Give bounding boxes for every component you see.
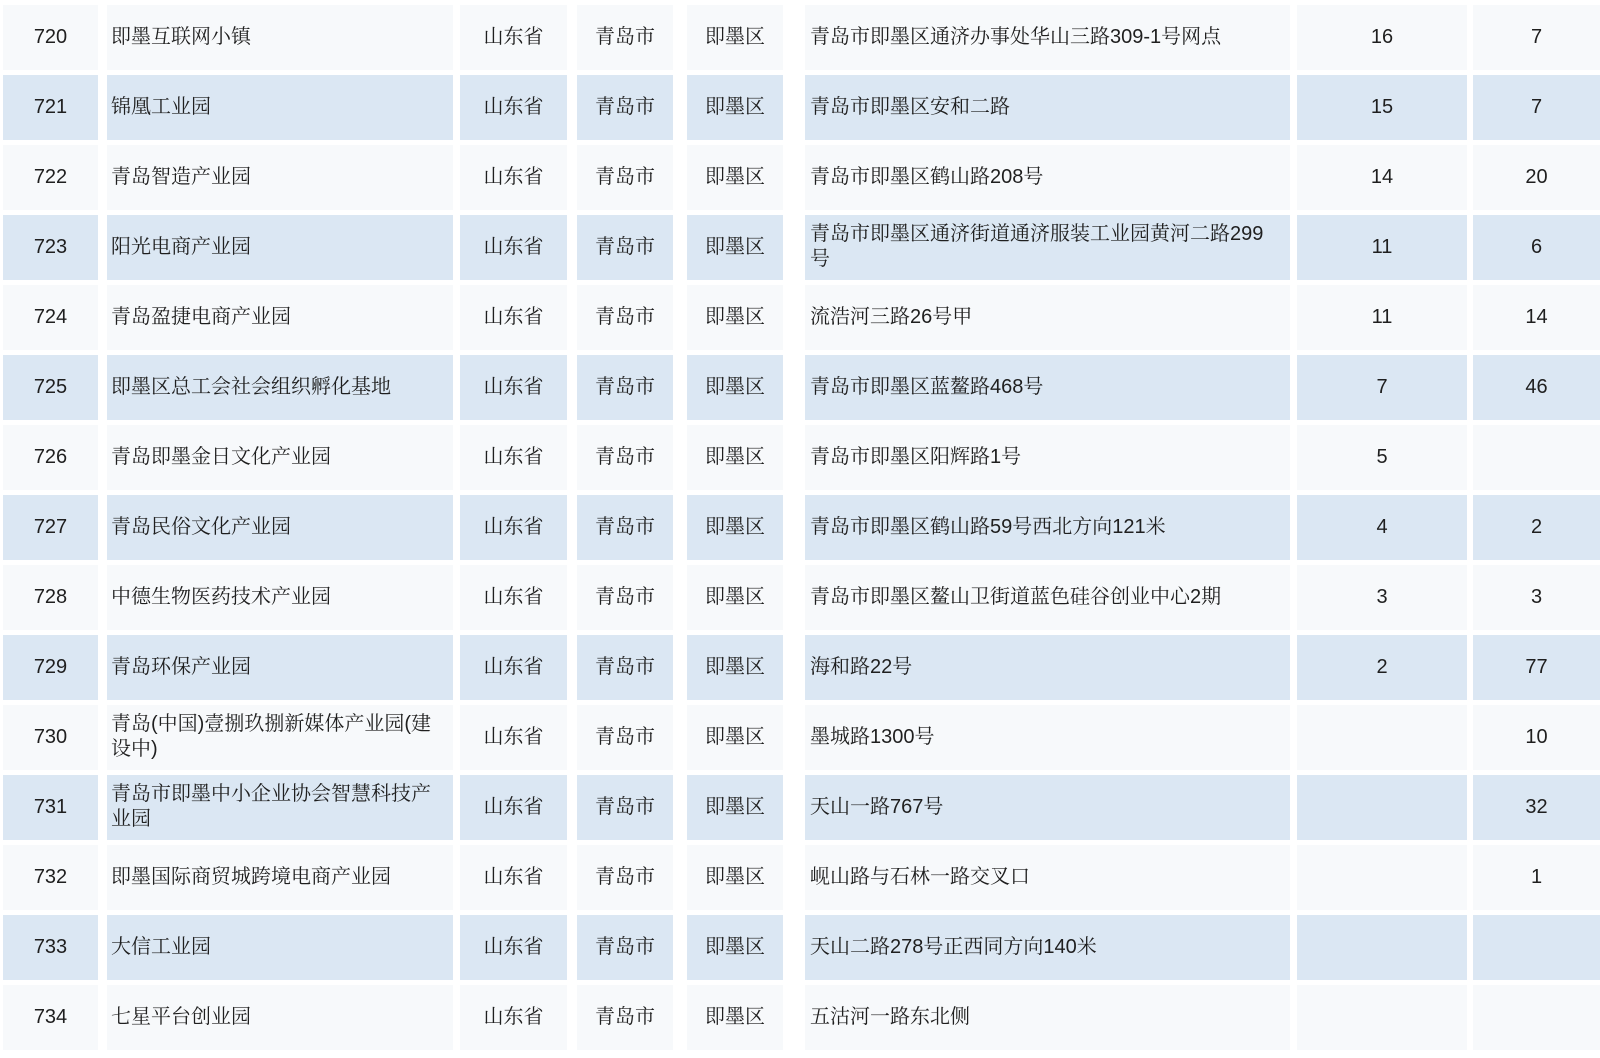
table-row — [3, 775, 1600, 840]
city-cell: 青岛市 — [577, 75, 673, 140]
district-cell: 即墨区 — [687, 915, 783, 980]
table-row — [3, 635, 1600, 700]
park-name-cell: 即墨区总工会社会组织孵化基地 — [107, 355, 453, 420]
metric2-cell: 7 — [1473, 75, 1600, 140]
park-name-cell: 青岛环保产业园 — [107, 635, 453, 700]
city-cell: 青岛市 — [577, 845, 673, 910]
address-cell: 墨城路1300号 — [805, 705, 1290, 770]
city-cell: 青岛市 — [577, 355, 673, 420]
city-cell: 青岛市 — [577, 635, 673, 700]
metric1-cell: 15 — [1297, 75, 1467, 140]
city-cell: 青岛市 — [577, 145, 673, 210]
address-cell: 青岛市即墨区蓝鳌路468号 — [805, 355, 1290, 420]
district-cell: 即墨区 — [687, 425, 783, 490]
district-cell: 即墨区 — [687, 145, 783, 210]
district-cell: 即墨区 — [687, 215, 783, 280]
province-cell: 山东省 — [460, 915, 567, 980]
park-name-cell: 即墨互联网小镇 — [107, 5, 453, 70]
district-cell: 即墨区 — [687, 285, 783, 350]
table-row — [3, 845, 1600, 910]
city-cell: 青岛市 — [577, 915, 673, 980]
metric1-cell: 7 — [1297, 355, 1467, 420]
metric1-cell: 11 — [1297, 215, 1467, 280]
city-cell: 青岛市 — [577, 425, 673, 490]
park-name-cell: 锦凰工业园 — [107, 75, 453, 140]
metric2-cell: 20 — [1473, 145, 1600, 210]
province-cell: 山东省 — [460, 635, 567, 700]
row-index-cell: 723 — [3, 215, 98, 280]
metric1-cell: 5 — [1297, 425, 1467, 490]
metric2-cell: 2 — [1473, 495, 1600, 560]
province-cell: 山东省 — [460, 985, 567, 1050]
district-cell: 即墨区 — [687, 565, 783, 630]
metric2-cell: 14 — [1473, 285, 1600, 350]
metric2-cell: 32 — [1473, 775, 1600, 840]
table-row — [3, 285, 1600, 350]
row-index-cell: 722 — [3, 145, 98, 210]
province-cell: 山东省 — [460, 775, 567, 840]
table-row — [3, 915, 1600, 980]
metric2-cell — [1473, 425, 1600, 490]
district-cell: 即墨区 — [687, 985, 783, 1050]
province-cell: 山东省 — [460, 425, 567, 490]
row-index-cell: 721 — [3, 75, 98, 140]
metric1-cell: 14 — [1297, 145, 1467, 210]
row-index-cell: 733 — [3, 915, 98, 980]
metric1-cell: 11 — [1297, 285, 1467, 350]
address-cell: 青岛市即墨区安和二路 — [805, 75, 1290, 140]
city-cell: 青岛市 — [577, 285, 673, 350]
metric2-cell: 3 — [1473, 565, 1600, 630]
park-name-cell: 大信工业园 — [107, 915, 453, 980]
park-name-cell: 青岛智造产业园 — [107, 145, 453, 210]
address-cell: 青岛市即墨区阳辉路1号 — [805, 425, 1290, 490]
district-cell: 即墨区 — [687, 845, 783, 910]
address-cell: 青岛市即墨区鹤山路208号 — [805, 145, 1290, 210]
city-cell: 青岛市 — [577, 215, 673, 280]
address-cell: 流浩河三路26号甲 — [805, 285, 1290, 350]
park-name-cell: 七星平台创业园 — [107, 985, 453, 1050]
park-name-cell: 青岛盈捷电商产业园 — [107, 285, 453, 350]
district-cell: 即墨区 — [687, 355, 783, 420]
metric2-cell: 7 — [1473, 5, 1600, 70]
address-cell: 青岛市即墨区鹤山路59号西北方向121米 — [805, 495, 1290, 560]
address-cell: 天山二路278号正西同方向140米 — [805, 915, 1290, 980]
province-cell: 山东省 — [460, 845, 567, 910]
table-row — [3, 215, 1600, 280]
table-row — [3, 495, 1600, 560]
metric1-cell — [1297, 705, 1467, 770]
city-cell: 青岛市 — [577, 705, 673, 770]
city-cell: 青岛市 — [577, 985, 673, 1050]
district-cell: 即墨区 — [687, 5, 783, 70]
metric2-cell: 6 — [1473, 215, 1600, 280]
district-cell: 即墨区 — [687, 775, 783, 840]
province-cell: 山东省 — [460, 285, 567, 350]
province-cell: 山东省 — [460, 215, 567, 280]
park-name-cell: 阳光电商产业园 — [107, 215, 453, 280]
province-cell: 山东省 — [460, 705, 567, 770]
table-row — [3, 75, 1600, 140]
metric1-cell: 16 — [1297, 5, 1467, 70]
row-index-cell: 729 — [3, 635, 98, 700]
address-cell: 岘山路与石林一路交叉口 — [805, 845, 1290, 910]
province-cell: 山东省 — [460, 355, 567, 420]
metric1-cell: 3 — [1297, 565, 1467, 630]
row-index-cell: 730 — [3, 705, 98, 770]
row-index-cell: 732 — [3, 845, 98, 910]
metric2-cell: 1 — [1473, 845, 1600, 910]
metric2-cell: 77 — [1473, 635, 1600, 700]
district-cell: 即墨区 — [687, 705, 783, 770]
city-cell: 青岛市 — [577, 5, 673, 70]
park-name-cell: 青岛民俗文化产业园 — [107, 495, 453, 560]
park-name-cell: 中德生物医药技术产业园 — [107, 565, 453, 630]
district-cell: 即墨区 — [687, 635, 783, 700]
row-index-cell: 734 — [3, 985, 98, 1050]
park-name-cell: 青岛市即墨中小企业协会智慧科技产业园 — [107, 775, 453, 840]
province-cell: 山东省 — [460, 145, 567, 210]
address-cell: 五沽河一路东北侧 — [805, 985, 1290, 1050]
metric2-cell — [1473, 915, 1600, 980]
address-cell: 海和路22号 — [805, 635, 1290, 700]
address-cell: 天山一路767号 — [805, 775, 1290, 840]
row-index-cell: 720 — [3, 5, 98, 70]
park-name-cell: 青岛即墨金日文化产业园 — [107, 425, 453, 490]
park-name-cell: 即墨国际商贸城跨境电商产业园 — [107, 845, 453, 910]
province-cell: 山东省 — [460, 75, 567, 140]
metric1-cell — [1297, 775, 1467, 840]
table-row — [3, 705, 1600, 770]
city-cell: 青岛市 — [577, 775, 673, 840]
metric2-cell: 46 — [1473, 355, 1600, 420]
metric1-cell: 4 — [1297, 495, 1467, 560]
province-cell: 山东省 — [460, 565, 567, 630]
row-index-cell: 728 — [3, 565, 98, 630]
metric2-cell: 10 — [1473, 705, 1600, 770]
table-row — [3, 425, 1600, 490]
table-row — [3, 145, 1600, 210]
table-row — [3, 355, 1600, 420]
table-row — [3, 565, 1600, 630]
row-index-cell: 726 — [3, 425, 98, 490]
address-cell: 青岛市即墨区通济办事处华山三路309-1号网点 — [805, 5, 1290, 70]
metric1-cell — [1297, 845, 1467, 910]
row-index-cell: 725 — [3, 355, 98, 420]
row-index-cell: 727 — [3, 495, 98, 560]
province-cell: 山东省 — [460, 5, 567, 70]
province-cell: 山东省 — [460, 495, 567, 560]
address-cell: 青岛市即墨区通济街道通济服装工业园黄河二路299号 — [805, 215, 1290, 280]
city-cell: 青岛市 — [577, 495, 673, 560]
park-name-cell: 青岛(中国)壹捌玖捌新媒体产业园(建设中) — [107, 705, 453, 770]
district-cell: 即墨区 — [687, 75, 783, 140]
city-cell: 青岛市 — [577, 565, 673, 630]
address-cell: 青岛市即墨区鳌山卫街道蓝色硅谷创业中心2期 — [805, 565, 1290, 630]
metric1-cell — [1297, 915, 1467, 980]
row-index-cell: 731 — [3, 775, 98, 840]
metric1-cell — [1297, 985, 1467, 1050]
metric1-cell: 2 — [1297, 635, 1467, 700]
row-index-cell: 724 — [3, 285, 98, 350]
metric2-cell — [1473, 985, 1600, 1050]
table-row — [3, 5, 1600, 70]
table-row — [3, 985, 1600, 1050]
district-cell: 即墨区 — [687, 495, 783, 560]
